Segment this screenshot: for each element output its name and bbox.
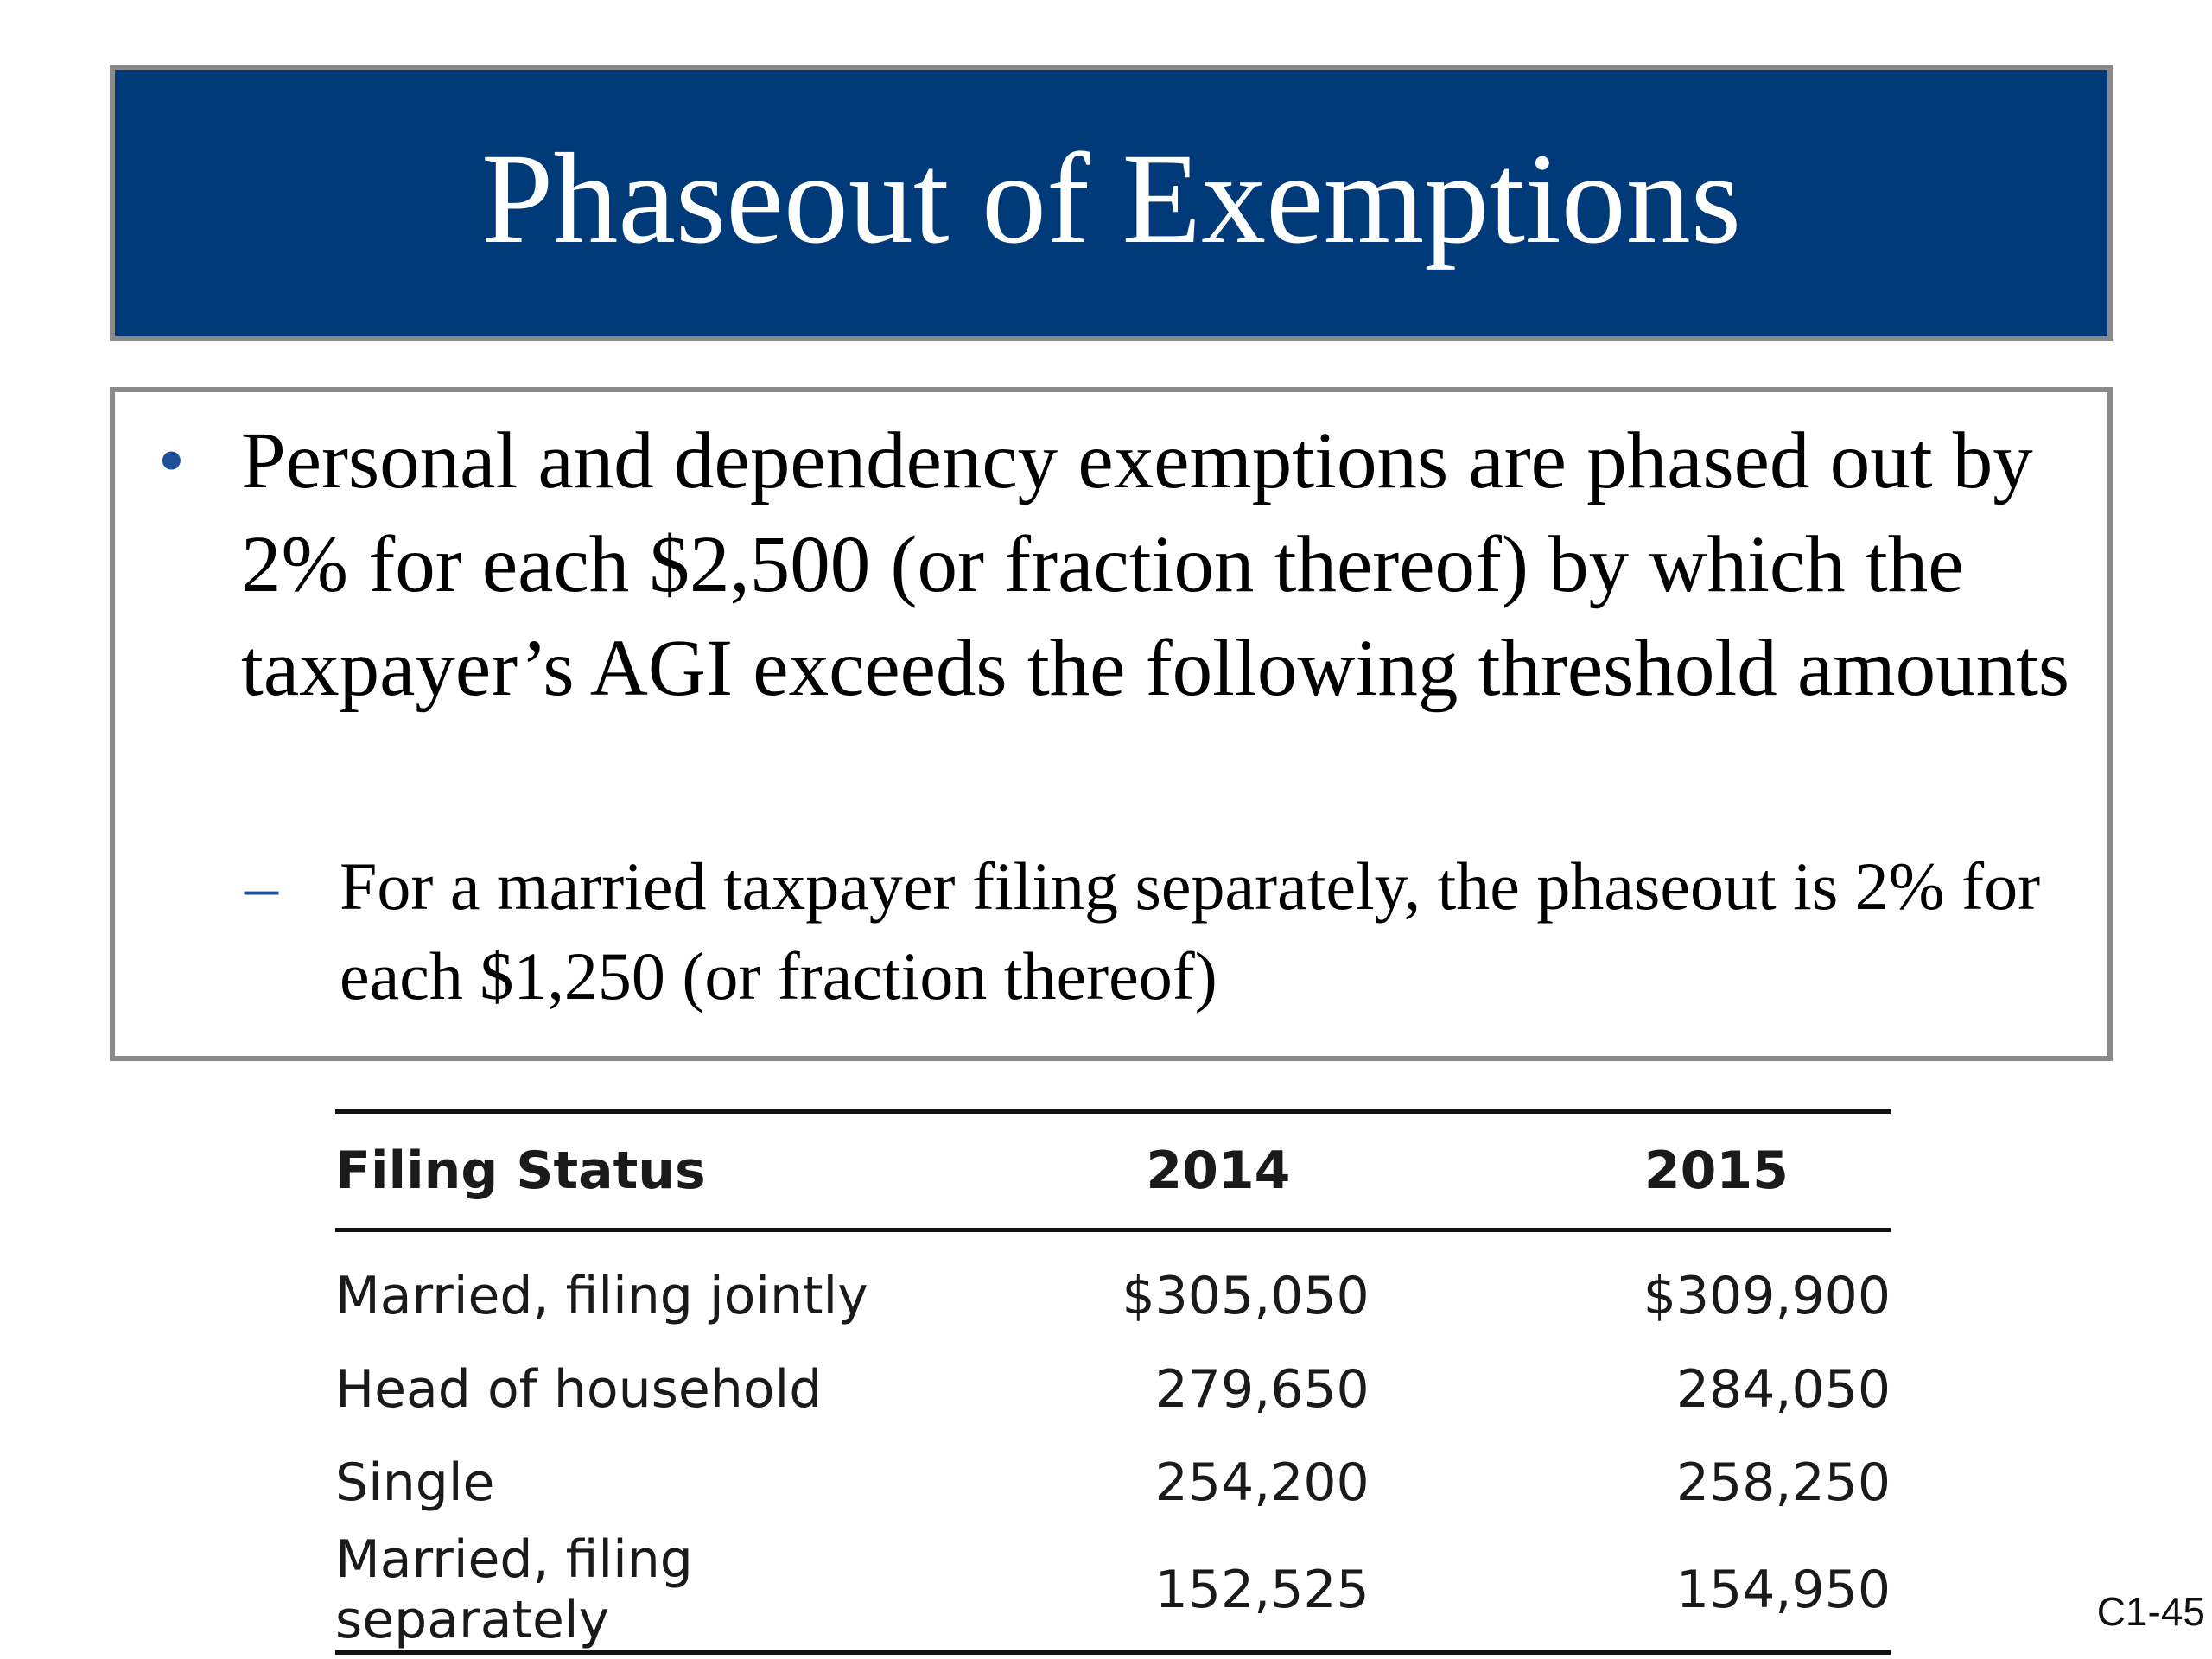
threshold-table-container — [335, 1109, 1891, 1655]
slide-title: Phaseout of Exemptions — [480, 127, 1742, 270]
cell-2014: $305,050 — [1122, 1266, 1370, 1326]
table-header-row — [335, 1112, 1891, 1230]
content-box — [110, 387, 2113, 1061]
table-row — [335, 1343, 1891, 1436]
header-filing-status: Filing Status — [335, 1141, 706, 1201]
cell-2014: 152,525 — [912, 1529, 1370, 1653]
title-banner — [110, 65, 2113, 341]
sub-bullet-marker: – — [245, 849, 278, 924]
header-year-2014: 2014 — [1146, 1141, 1291, 1201]
table-row — [335, 1529, 1891, 1653]
cell-2014: 254,200 — [1154, 1452, 1370, 1513]
cell-2015: 258,250 — [1675, 1452, 1891, 1513]
sub-bullet-text: For a married taxpayer filing separately, the phaseout is 2% for each $1,250 (or fraction thereof) — [340, 849, 2041, 1014]
cell-2014: 279,650 — [1154, 1359, 1370, 1420]
cell-2015: 284,050 — [1675, 1359, 1891, 1420]
cell-filing-status: Head of household — [335, 1359, 823, 1420]
page-number: C1-45 — [2096, 1589, 2205, 1634]
bullet-text: Personal and dependency exemptions are phased out by 2% for each $2,500 (or fraction thereof) by which the taxpayer’s AGI exceeds the following threshold amounts — [241, 416, 2070, 713]
cell-2015: $309,900 — [1643, 1266, 1891, 1326]
threshold-table — [335, 1109, 1891, 1655]
header-year-2015: 2015 — [1643, 1141, 1789, 1201]
bullet-marker: • — [158, 419, 185, 503]
table-row — [335, 1230, 1891, 1344]
cell-filing-status: Married, filing jointly — [335, 1266, 868, 1326]
cell-filing-status: Single — [335, 1452, 495, 1513]
table-row — [335, 1436, 1891, 1529]
cell-filing-status: Married, filing separately — [335, 1529, 912, 1653]
cell-2015: 154,950 — [1370, 1529, 1891, 1653]
